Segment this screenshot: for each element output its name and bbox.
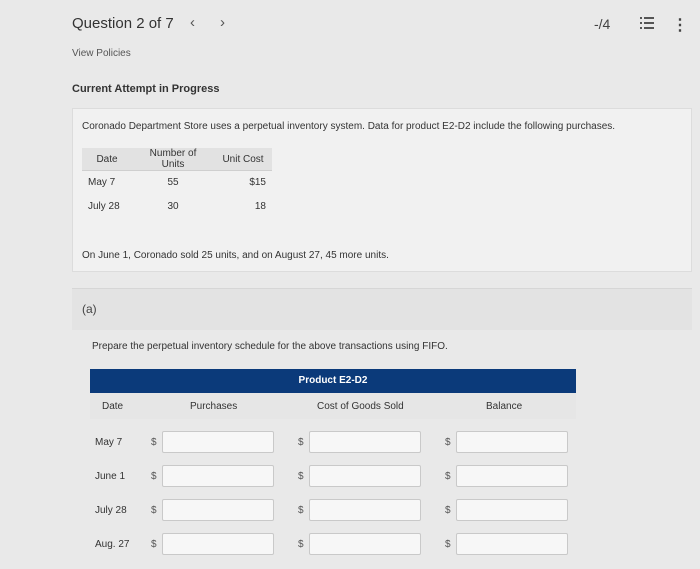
more-vertical-icon[interactable]: ⋮	[672, 17, 688, 34]
cogs-input[interactable]	[309, 465, 421, 487]
score-display: -/4	[594, 16, 611, 32]
row-date: May 7	[95, 437, 123, 448]
purchases-input[interactable]	[162, 431, 274, 453]
cogs-input[interactable]	[309, 499, 421, 521]
currency-symbol: $	[298, 505, 304, 516]
currency-symbol: $	[151, 539, 157, 550]
row-date: July 28	[95, 505, 127, 516]
part-label: (a)	[82, 302, 97, 316]
row-cost: 18	[254, 201, 266, 212]
column-cogs: Cost of Goods Sold	[317, 401, 404, 412]
sales-text: On June 1, Coronado sold 25 units, and on August 27, 45 more units.	[82, 250, 389, 261]
chevron-left-icon[interactable]: ‹	[190, 14, 195, 31]
schedule-row	[90, 493, 576, 527]
question-title: Question 2 of 7	[72, 15, 174, 32]
purchase-data-table	[82, 148, 272, 219]
attempt-status: Current Attempt in Progress	[72, 83, 220, 95]
balance-input[interactable]	[456, 465, 568, 487]
column-date: Date	[102, 401, 124, 412]
currency-symbol: $	[445, 505, 451, 516]
row-units: 55	[167, 177, 179, 189]
schedule-title: Product E2-D2	[90, 369, 576, 393]
schedule-row	[90, 425, 576, 459]
schedule-row	[90, 459, 576, 493]
currency-symbol: $	[151, 505, 157, 516]
instruction-text: Prepare the perpetual inventory schedule for the above transactions using FIFO.	[92, 341, 448, 352]
cogs-input[interactable]	[309, 431, 421, 453]
header-unit-cost: Unit Cost	[214, 148, 272, 171]
cogs-input[interactable]	[309, 533, 421, 555]
schedule-column-headers	[90, 393, 576, 419]
chevron-right-icon[interactable]: ›	[220, 14, 225, 31]
currency-symbol: $	[298, 539, 304, 550]
inventory-schedule	[90, 369, 576, 561]
row-date: May 7	[88, 177, 116, 189]
row-date: June 1	[95, 471, 126, 482]
currency-symbol: $	[298, 437, 304, 448]
purchases-input[interactable]	[162, 533, 274, 555]
view-policies-link[interactable]: View Policies	[72, 48, 131, 59]
column-balance: Balance	[486, 401, 523, 412]
row-cost: $15	[249, 177, 266, 189]
currency-symbol: $	[151, 437, 157, 448]
top-bar	[0, 0, 700, 44]
row-date: Aug. 27	[95, 539, 130, 550]
table-row	[82, 171, 272, 195]
currency-symbol: $	[298, 471, 304, 482]
part-header	[72, 288, 692, 330]
row-date: July 28	[88, 201, 120, 212]
balance-input[interactable]	[456, 431, 568, 453]
balance-input[interactable]	[456, 533, 568, 555]
schedule-row	[90, 527, 576, 561]
balance-input[interactable]	[456, 499, 568, 521]
purchases-input[interactable]	[162, 499, 274, 521]
currency-symbol: $	[151, 471, 157, 482]
problem-text: Coronado Department Store uses a perpetual inventory system. Data for product E2-D2 include the following purchases.	[82, 121, 616, 132]
row-units: 30	[167, 201, 179, 212]
list-icon[interactable]	[640, 17, 654, 29]
header-units: Number of Units	[132, 148, 214, 171]
table-row	[82, 195, 272, 219]
purchases-input[interactable]	[162, 465, 274, 487]
header-date: Date	[82, 148, 132, 171]
currency-symbol: $	[445, 471, 451, 482]
currency-symbol: $	[445, 539, 451, 550]
column-purchases: Purchases	[190, 401, 238, 412]
currency-symbol: $	[445, 437, 451, 448]
